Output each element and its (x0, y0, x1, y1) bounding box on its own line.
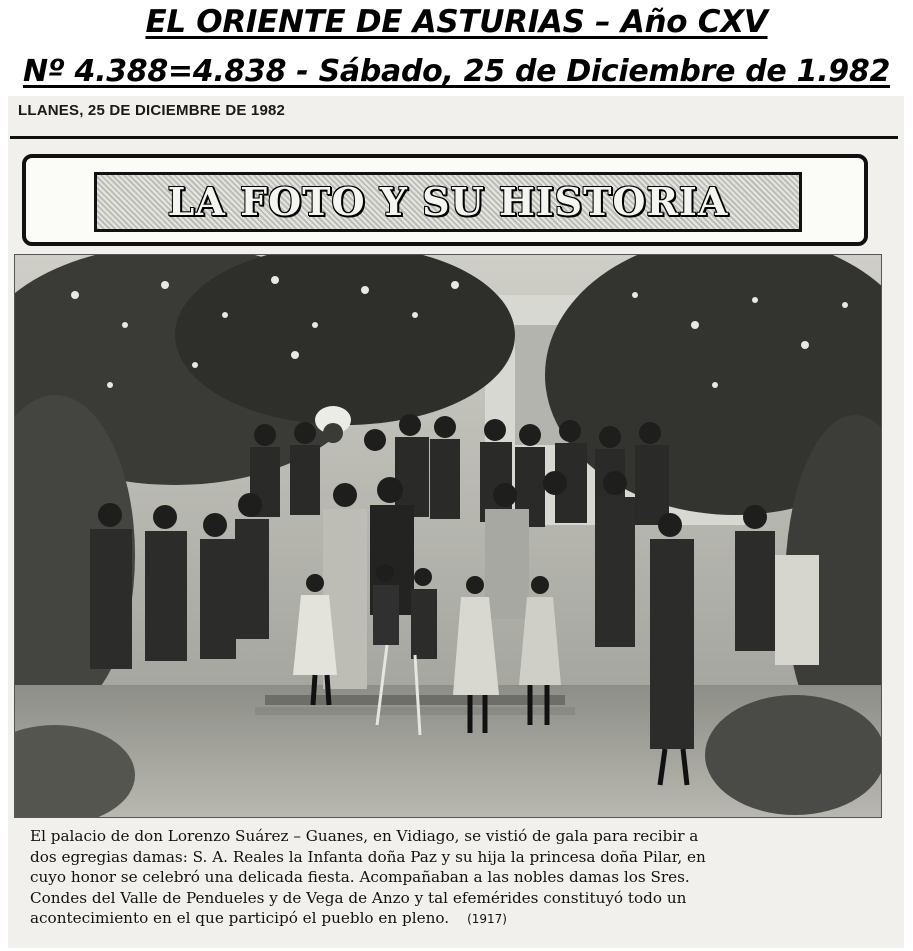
newspaper-clipping (8, 96, 904, 948)
section-banner-plate (94, 172, 802, 232)
caption-line: cuyo honor se celebró una delicada fiesta. Acompañaban a las nobles damas los Sres. (30, 868, 690, 887)
section-banner (22, 154, 868, 246)
caption-line: acontecimiento en el que participó el pueblo en pleno. (30, 909, 450, 928)
caption-line: dos egregias damas: S. A. Reales la Infanta doña Paz y su hija la princesa doña Pilar, en (30, 847, 706, 866)
photo-year: (1917) (467, 912, 507, 927)
photo-caption (30, 826, 900, 930)
newspaper-title: EL ORIENTE DE ASTURIAS – Año CXV (145, 4, 768, 40)
issue-date-line: Nº 4.388=4.838 - Sábado, 25 de Diciembre de 1.982 (22, 54, 891, 89)
photo-illustration (15, 255, 881, 817)
historic-group-photo (14, 254, 882, 818)
dateline: LLANES, 25 DE DICIEMBRE DE 1982 (18, 102, 286, 119)
caption-line: Condes del Valle de Pendueles y de Vega de Anzo y tal efemérides constituyó todo un (30, 888, 687, 907)
caption-line: El palacio de don Lorenzo Suárez – Guanes, en Vidiago, se vistió de gala para recibir a (30, 827, 699, 845)
section-title: LA FOTO Y SU HISTORIA (167, 179, 729, 224)
divider-rule (10, 136, 898, 139)
caption-line-last (30, 908, 900, 930)
